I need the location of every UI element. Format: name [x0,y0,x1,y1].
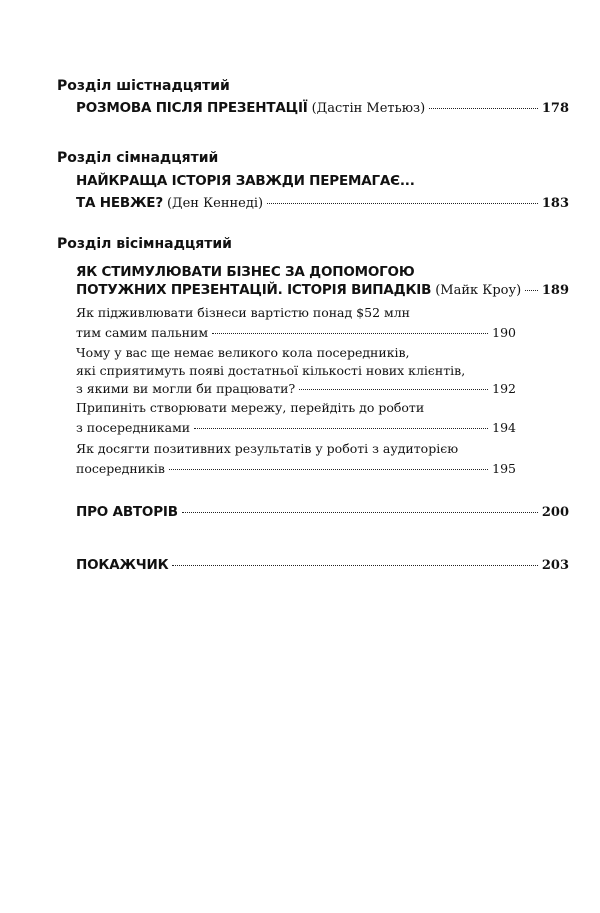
entry-page-number: 200 [541,505,569,520]
toc-entry-about-authors[interactable] [76,504,569,521]
subentry-text-line2: тим самим пальним [76,325,209,340]
entry-title: ПОКАЖЧИК [76,557,169,573]
subentry-text-line1: Як досягти позитивних результатів у роботі з аудиторією [76,441,459,456]
section-heading-17: Розділ сімнадцятий [57,150,219,166]
entry-author: (Майк Кроу) [435,283,522,298]
dot-leader [172,565,537,566]
dot-leader [525,290,538,291]
dot-leader [169,469,488,470]
subentry-page-number: 194 [492,420,516,435]
entry-title-line2: ПОТУЖНИХ ПРЕЗЕНТАЦІЙ. ІСТОРІЯ ВИПАДКІВ [76,282,432,298]
dot-leader [299,389,488,390]
section-heading-18: Розділ вісімнадцятий [57,236,232,252]
subentry-text-line1: Припиніть створювати мережу, перейдіть до роботи [76,400,425,415]
dot-leader [267,203,538,204]
toc-entry-18[interactable] [76,264,569,299]
dot-leader [194,428,488,429]
entry-title-line1: НАЙКРАЩА ІСТОРІЯ ЗАВЖДИ ПЕРЕМАГАЄ... [76,173,415,189]
entry-page-number: 178 [541,101,569,116]
dot-leader [212,333,488,334]
subentry-text-line1: Як підживлювати бізнеси вартістю понад $52 млн [76,305,410,320]
entry-title: РОЗМОВА ПІСЛЯ ПРЕЗЕНТАЦІЇ [76,100,308,116]
toc-entry-17[interactable] [76,173,569,212]
toc-entry-index[interactable] [76,557,569,574]
toc-subentry-1[interactable] [76,305,516,341]
toc-subentry-4[interactable] [76,441,516,477]
subentry-text-line1: Чому у вас ще немає великого кола посередників, [76,345,410,360]
subentry-text-line3: з якими ви могли би працювати? [76,381,296,396]
entry-title-line1: ЯК СТИМУЛЮВАТИ БІЗНЕС ЗА ДОПОМОГОЮ [76,264,415,280]
toc-entry-16[interactable] [76,100,569,117]
entry-page-number: 203 [541,558,569,573]
entry-page-number: 183 [541,196,569,211]
subentry-page-number: 190 [492,325,516,340]
entry-author: (Дастін Метьюз) [311,101,426,116]
subentry-text-line2: які сприятимуть появі достатньої кількості нових клієнтів, [76,363,466,378]
toc-subentry-3[interactable] [76,400,516,436]
dot-leader [182,512,538,513]
subentry-page-number: 195 [492,461,516,476]
entry-title: ПРО АВТОРІВ [76,504,178,520]
entry-title-line2: ТА НЕВЖЕ? [76,195,163,211]
entry-page-number: 189 [541,283,569,298]
subentry-page-number: 192 [492,381,516,396]
section-heading-16: Розділ шістнадцятий [57,78,230,94]
subentry-text-line2: з посередниками [76,420,191,435]
dot-leader [429,108,538,109]
subentry-text-line2: посередників [76,461,165,476]
toc-subentry-2[interactable] [76,345,516,397]
entry-author: (Ден Кеннеді) [166,196,264,211]
